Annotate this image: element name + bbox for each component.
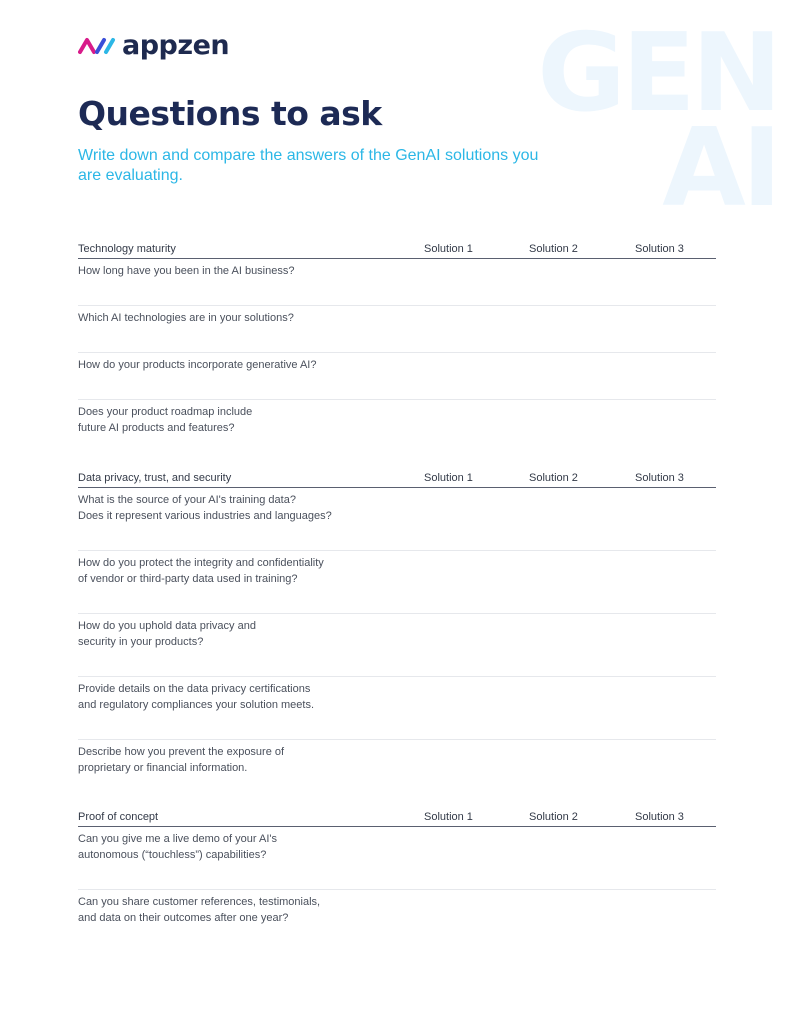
section-header <box>78 467 716 488</box>
question-text: How do you uphold data privacy and security in your products? <box>78 620 256 648</box>
question-row <box>78 259 716 306</box>
column-solution-1: Solution 1 <box>424 811 473 823</box>
column-solution-1: Solution 1 <box>424 243 473 255</box>
section-data-privacy <box>78 467 716 810</box>
section-header <box>78 806 716 827</box>
section-title: Proof of concept <box>78 811 159 823</box>
question-text: Provide details on the data privacy certifications and regulatory compliances your solution meets. <box>78 683 315 711</box>
question-row <box>78 890 716 951</box>
column-solution-1: Solution 1 <box>424 472 473 484</box>
question-row <box>78 551 716 614</box>
question-row <box>78 306 716 353</box>
question-text: How do you protect the integrity and confidentiality of vendor or third-party data used in training? <box>78 557 324 585</box>
question-text: Which AI technologies are in your solutions? <box>78 312 294 324</box>
section-title: Technology maturity <box>78 243 176 255</box>
section-title: Data privacy, trust, and security <box>78 472 232 484</box>
question-text: Does your product roadmap include future AI products and features? <box>78 406 253 434</box>
question-row <box>78 353 716 400</box>
question-row <box>78 614 716 677</box>
page-subtitle: Write down and compare the answers of the GenAI solutions you are evaluating. <box>78 147 539 184</box>
appzen-logo-icon <box>78 35 116 57</box>
watermark-ai: AI <box>662 106 778 231</box>
question-text: What is the source of your AI's training data? Does it represent various industries and languages? <box>78 494 332 522</box>
column-solution-2: Solution 2 <box>529 243 578 255</box>
question-text: How long have you been in the AI business? <box>78 265 295 277</box>
question-text: How do your products incorporate generative AI? <box>78 359 317 371</box>
logo-wordmark: appzen <box>122 30 230 61</box>
column-solution-2: Solution 2 <box>529 472 578 484</box>
question-row <box>78 400 716 470</box>
column-solution-2: Solution 2 <box>529 811 578 823</box>
appzen-logo <box>78 30 229 61</box>
question-row <box>78 827 716 890</box>
page-title: Questions to ask <box>78 94 382 133</box>
question-row <box>78 740 716 810</box>
question-text: Can you share customer references, testimonials, and data on their outcomes after one year? <box>78 896 321 924</box>
column-solution-3: Solution 3 <box>635 472 684 484</box>
watermark-gen: GEN <box>537 11 778 136</box>
question-text: Describe how you prevent the exposure of proprietary or financial information. <box>78 746 285 774</box>
column-solution-3: Solution 3 <box>635 243 684 255</box>
section-technology-maturity <box>78 238 716 470</box>
section-proof-of-concept <box>78 806 716 951</box>
question-row <box>78 677 716 740</box>
question-row <box>78 488 716 551</box>
column-solution-3: Solution 3 <box>635 811 684 823</box>
section-header <box>78 238 716 259</box>
question-text: Can you give me a live demo of your AI's autonomous (“touchless”) capabilities? <box>78 833 277 861</box>
